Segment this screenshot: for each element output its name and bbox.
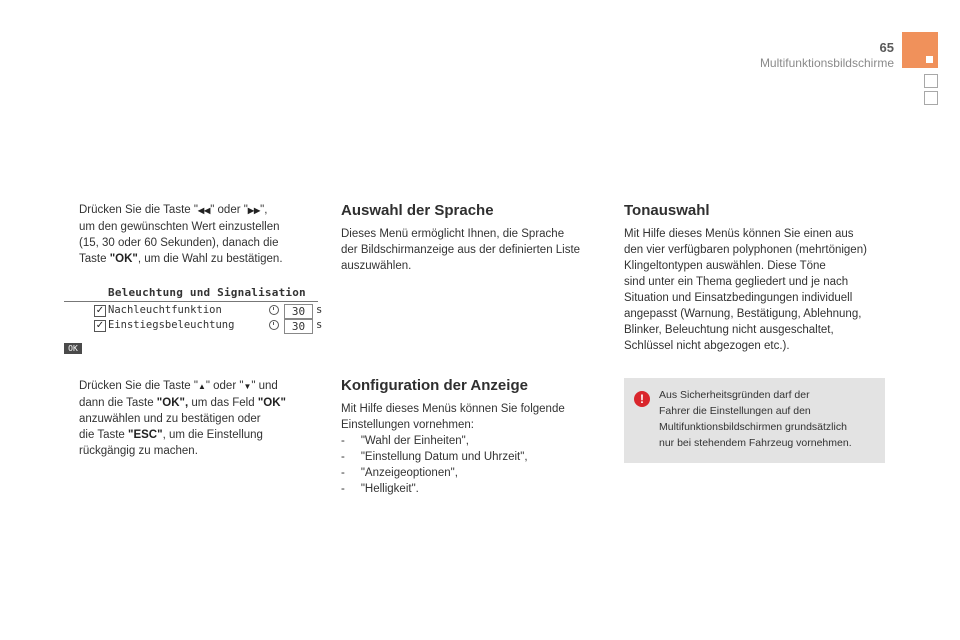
warning-icon: !	[634, 391, 650, 407]
tab-square-icon	[926, 56, 933, 63]
ok-button-illustration: OK	[64, 343, 82, 354]
unit-label: s	[316, 319, 323, 331]
tone-paragraph: Mit Hilfe dieses Menüs können Sie einen aus den vier verfügbaren polyphonen (mehrtönigen) Klingeltontypen auswählen. Diese Töne sind unter ein Thema gegliedert und je nach Situation und Einsatzbedingungen individuell angepasst (Warnung, Bestätigung, Ablehnung, Blinker, Beleuchtung nicht ausgeschaltet, Schlüssel nicht abgezogen etc.).	[624, 228, 867, 352]
warning-text: Aus Sicherheitsgründen darf der Fahrer die Einstellungen auf den Multifunktionsbildschirmen grundsätzlich nur bei stehendem Fahrzeug vornehmen.	[659, 389, 852, 449]
list-item: - "Helligkeit".	[341, 483, 419, 495]
divider	[64, 301, 318, 302]
display-screen-illustration	[64, 286, 323, 334]
language-paragraph: Dieses Menü ermöglicht Ihnen, die Sprache der Bildschirmanzeige aus der definierten Liste auszuwählen.	[341, 228, 581, 272]
config-paragraph: Mit Hilfe dieses Menüs können Sie folgende Einstellungen vornehmen: - "Wahl der Einheiten", - "Einstellung Datum und Uhrzeit", - "Anzeigeoptionen", - "Helligkeit".	[341, 401, 606, 497]
checkbox-icon: ✓	[95, 305, 105, 316]
list-item: - "Einstellung Datum und Uhrzeit",	[341, 451, 528, 463]
arrow-up-icon: ▲	[197, 382, 206, 391]
value-field: 30	[284, 304, 313, 319]
row-label: Nachleuchtfunktion	[108, 304, 222, 316]
seek-right-icon: ▶▶	[247, 206, 261, 215]
unit-label: s	[316, 304, 323, 316]
list-item	[94, 319, 323, 334]
clock-icon	[269, 320, 279, 330]
step-1-text: Drücken Sie die Taste "◀◀" oder "▶▶", um den gewünschten Wert einzustellen (15, 30 oder 60 Sekunden), danach die Taste "OK", um die Wahl zu bestätigen.	[79, 204, 283, 265]
row-label: Einstiegsbeleuchtung	[108, 319, 235, 331]
nav-box-icon[interactable]	[924, 74, 938, 88]
heading-display-config: Konfiguration der Anzeige	[341, 377, 528, 394]
heading-language: Auswahl der Sprache	[341, 202, 494, 219]
checkbox-icon: ✓	[95, 320, 105, 331]
section-title: Multifunktionsbildschirme	[759, 56, 894, 70]
nav-box-icon[interactable]	[924, 91, 938, 105]
chapter-tab[interactable]	[902, 32, 938, 68]
list-item: - "Wahl der Einheiten",	[341, 435, 469, 447]
value-field: 30	[284, 319, 313, 334]
heading-tone-selection: Tonauswahl	[624, 202, 710, 219]
screen-title: Beleuchtung und Signalisation	[108, 286, 306, 299]
page-number: 65	[879, 40, 894, 55]
list-item: - "Anzeigeoptionen",	[341, 467, 458, 479]
step-2-text: Drücken Sie die Taste "▲" oder "▼" und dann die Taste "OK", um das Feld "OK" anzuwählen und zu bestätigen oder die Taste "ESC", um die Einstellung rückgängig zu machen.	[79, 380, 286, 457]
arrow-down-icon: ▼	[243, 382, 252, 391]
clock-icon	[269, 305, 279, 315]
safety-warning-box	[624, 378, 885, 463]
list-item	[94, 304, 323, 319]
seek-left-icon: ◀◀	[197, 206, 211, 215]
